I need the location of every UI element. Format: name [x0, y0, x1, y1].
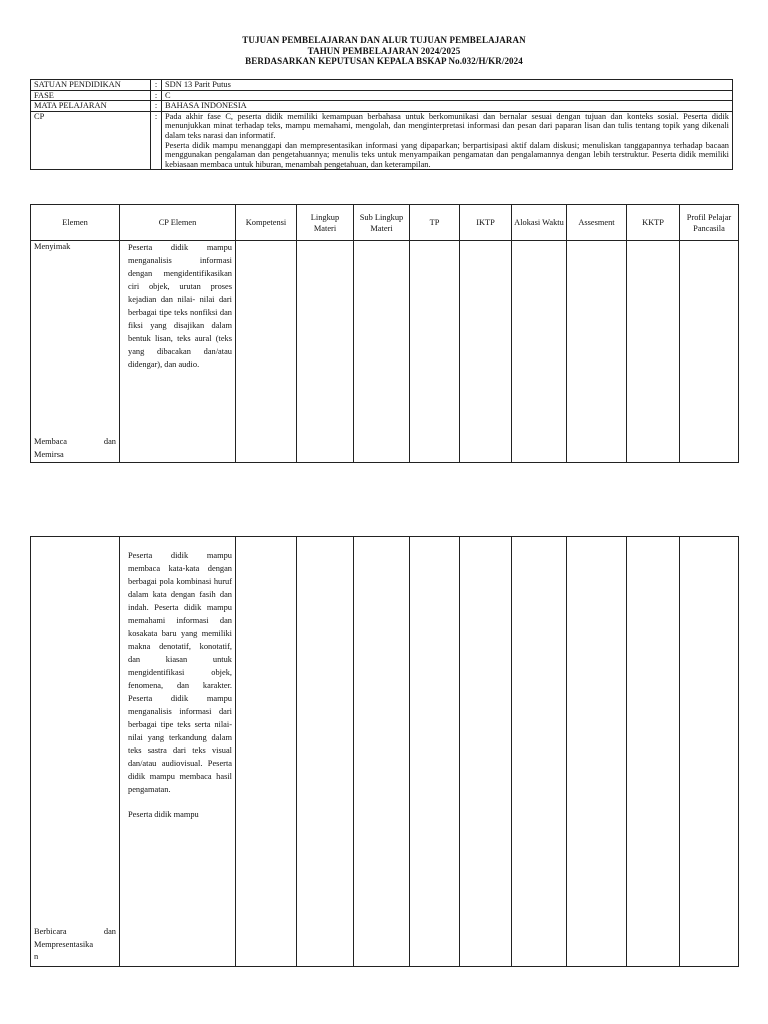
- cp-description: [162, 111, 733, 170]
- kktp-cell: [627, 537, 680, 967]
- lingkup-materi-cell: [297, 241, 354, 463]
- profil-cell: [680, 537, 739, 967]
- info-separator: :: [151, 101, 162, 112]
- profil-cell: [680, 241, 739, 463]
- iktp-cell: [460, 241, 512, 463]
- info-value: SDN 13 Parit Putus: [162, 80, 733, 91]
- tp-table: [30, 204, 739, 463]
- info-row-mapel: [31, 101, 733, 112]
- col-header-alokasi-waktu: Alokasi Waktu: [512, 205, 567, 241]
- info-separator: :: [151, 80, 162, 91]
- title-line-2: TAHUN PEMBELAJARAN 2024/2025: [307, 45, 461, 56]
- kompetensi-cell: [236, 537, 297, 967]
- tp-table-continued: [30, 536, 739, 967]
- info-label: MATA PELAJARAN: [31, 101, 151, 112]
- info-value: BAHASA INDONESIA: [162, 101, 733, 112]
- col-header-elemen: Elemen: [31, 205, 120, 241]
- document-title: [0, 35, 768, 67]
- elemen-berbicara: Berbicara dan Mempresentasika n: [34, 927, 116, 961]
- table-header-row: [31, 205, 739, 241]
- alokasi-waktu-cell: [512, 537, 567, 967]
- col-header-kompetensi: Kompetensi: [236, 205, 297, 241]
- elemen-membaca: Membaca dan Memirsa: [34, 437, 116, 459]
- tp-cell: [410, 241, 460, 463]
- col-header-kktp: KKTP: [627, 205, 680, 241]
- info-label: SATUAN PENDIDIKAN: [31, 80, 151, 91]
- col-header-sub-lingkup-materi: Sub Lingkup Materi: [354, 205, 410, 241]
- sub-lingkup-materi-cell: [354, 537, 410, 967]
- identity-table: [30, 79, 733, 170]
- cp-membaca-text: Peserta didik mampu membaca kata-kata dengan berbagai pola kombinasi huruf dalam kata dengan fasih dan indah. Peserta didik mampu memahami informasi dan kosakata baru yang memiliki makna denotatif, konotatif, dan kiasan untuk mengidentifikasi objek, fenomena, dan karakter. Peserta didik mampu menganalisis informasi dari berbagai tipe teks serta nilai- nilai yang terkandung dalam teks sastra dari teks visual dan/atau audiovisual. Peserta didik mampu membaca hasil pengamatan.: [128, 551, 232, 794]
- cp-paragraph-1: Pada akhir fase C, peserta didik memiliki kemampuan berbahasa untuk berkomunikasi dan bernalar sesuai dengan tujuan dan konteks sosial. Peserta didik menunjukkan minat terhadap teks, mampu memahami, mengolah, dan menginterpretasi informasi dan pesan dari paparan lisan dan tulis tentang topik yang dikenali dalam teks narasi dan informatif.: [165, 111, 729, 140]
- info-label: CP: [31, 111, 151, 170]
- col-header-cp-elemen: CP Elemen: [120, 205, 236, 241]
- cp-paragraph-2: Peserta didik mampu menanggapi dan mempresentasikan informasi yang dipaparkan; berpartisipasi aktif dalam diskusi; menuliskan tanggapannya terhadap bacaan menggunakan pengalaman dan pengetahuannya; menulis teks untuk menyampaikan pengamatan dan pengalamannya dengan lebih terstruktur. Peserta didik memiliki kebiasaan membaca untuk hiburan, menambah pengetahuan, dan keterampilan.: [165, 140, 729, 169]
- col-header-tp: TP: [410, 205, 460, 241]
- cp-elemen-cell: [120, 537, 236, 967]
- assesment-cell: [567, 241, 627, 463]
- sub-lingkup-materi-cell: [354, 241, 410, 463]
- col-header-lingkup-materi: Lingkup Materi: [297, 205, 354, 241]
- info-separator: :: [151, 111, 162, 170]
- info-label: FASE: [31, 90, 151, 101]
- info-row-fase: [31, 90, 733, 101]
- title-line-1: TUJUAN PEMBELAJARAN DAN ALUR TUJUAN PEMBELAJARAN: [242, 35, 526, 45]
- iktp-cell: [460, 537, 512, 967]
- tp-cell: [410, 537, 460, 967]
- cp-menyimak-text: Peserta didik mampu menganalisis informasi dengan mengidentifikasikan ciri objek, urutan proses kejadian dan nilai- nilai dari berbagai tipe teks nonfiksi dan fiksi yang disajikan dalam bentuk lisan, teks aural (teks yang dibacakan dan/atau didengar), dan audio.: [128, 243, 232, 369]
- col-header-profil: Profil Pelajar Pancasila: [680, 205, 739, 241]
- col-header-assesment: Assesment: [567, 205, 627, 241]
- cp-elemen-cell: [120, 241, 236, 463]
- kktp-cell: [627, 241, 680, 463]
- table-row: [31, 537, 739, 967]
- alokasi-waktu-cell: [512, 241, 567, 463]
- info-value: C: [162, 90, 733, 101]
- info-row-satuan: [31, 80, 733, 91]
- col-header-iktp: IKTP: [460, 205, 512, 241]
- title-line-3: BERDASARKAN KEPUTUSAN KEPALA BSKAP No.032/H/KR/2024: [245, 56, 523, 66]
- table-row: [31, 241, 739, 463]
- lingkup-materi-cell: [297, 537, 354, 967]
- info-row-cp: [31, 111, 733, 170]
- elemen-cell: [31, 537, 120, 967]
- elemen-menyimak: Menyimak: [34, 242, 71, 251]
- assesment-cell: [567, 537, 627, 967]
- info-separator: :: [151, 90, 162, 101]
- kompetensi-cell: [236, 241, 297, 463]
- elemen-cell: [31, 241, 120, 463]
- cp-berbicara-text: Peserta didik mampu: [128, 810, 199, 819]
